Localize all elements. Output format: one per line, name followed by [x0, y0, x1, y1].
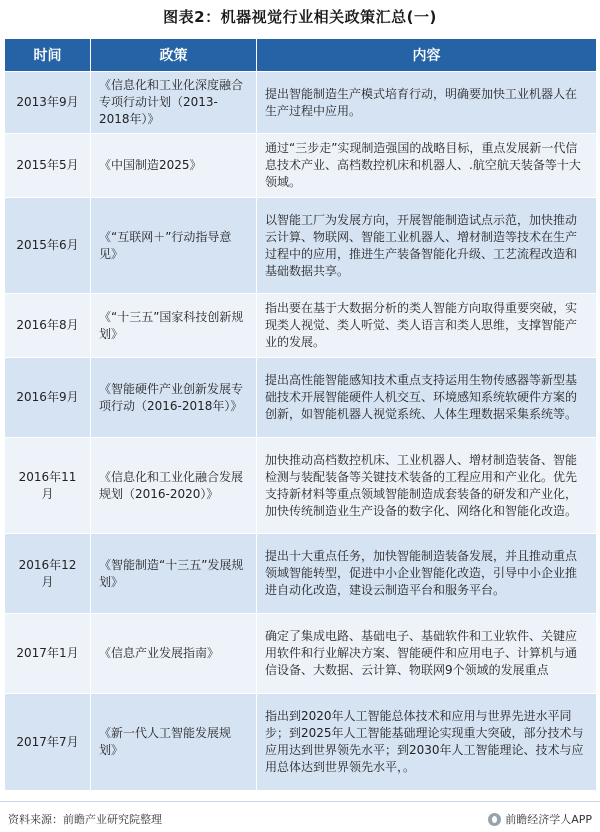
- header-policy: 政策: [91, 39, 257, 72]
- footer: [0, 801, 600, 832]
- cell-policy: 《智能制造“十三五”发展规划》: [91, 534, 257, 614]
- header-time: 时间: [5, 39, 91, 72]
- source-note: 资料来源：前瞻产业研究院整理: [8, 813, 162, 826]
- cell-content: 提出智能制造生产模式培育行动，明确要加快工业机器人在生产过程中应用。: [257, 72, 597, 134]
- page-title: 图表2：机器视觉行业相关政策汇总(一): [163, 8, 437, 26]
- table-row: [5, 614, 597, 694]
- cell-time: 2016年11月: [5, 438, 91, 534]
- cell-content: 提出高性能智能感知技术重点支持运用生物传感器等新型基础技术开展智能硬件人机交互、环境感知系统软硬件方案的创新，如智能机器人视觉系统、人体生理数据采集系统等。: [257, 358, 597, 438]
- cell-policy: 《信息化和工业化融合发展规划（2016-2020）》: [91, 438, 257, 534]
- brand-label: 前瞻经济学人APP: [505, 813, 592, 826]
- brand-logo-icon: [488, 813, 501, 826]
- policy-table: [4, 38, 597, 791]
- cell-time: 2013年9月: [5, 72, 91, 134]
- table-row: [5, 134, 597, 198]
- cell-time: 2017年1月: [5, 614, 91, 694]
- cell-policy: 《信息化和工业化深度融合专项行动计划（2013-2018年）》: [91, 72, 257, 134]
- cell-content: 加快推动高档数控机床、工业机器人、增材制造装备、智能检测与装配装备等关键技术装备的工程应用和产业化。优先支持新材料等重点领域智能制造成套装备的研发和产业化，加快传统制造业生产设备的数字化、网络化和智能化改造。: [257, 438, 597, 534]
- cell-policy: 《智能硬件产业创新发展专项行动（2016-2018年）》: [91, 358, 257, 438]
- table-row: [5, 358, 597, 438]
- cell-policy: 《“十三五”国家科技创新规划》: [91, 294, 257, 358]
- cell-time: 2017年7月: [5, 694, 91, 791]
- cell-content: 提出十大重点任务，加快智能制造装备发展，并且推动重点领域智能转型，促进中小企业智能化改造，引导中小企业推进自动化改造，建设云制造平台和服务平台。: [257, 534, 597, 614]
- cell-policy: 《新一代人工智能发展规划》: [91, 694, 257, 791]
- table-header-row: [5, 39, 597, 72]
- table-row: [5, 294, 597, 358]
- cell-time: 2015年6月: [5, 198, 91, 294]
- cell-time: 2015年5月: [5, 134, 91, 198]
- cell-content: 通过“三步走”实现制造强国的战略目标，重点发展新一代信息技术产业、高档数控机床和机器人、.航空航天装备等十大领域。: [257, 134, 597, 198]
- table-row: [5, 438, 597, 534]
- brand: [488, 811, 592, 827]
- cell-policy: 《信息产业发展指南》: [91, 614, 257, 694]
- cell-content: 指出到2020年人工智能总体技术和应用与世界先进水平同步；到2025年人工智能基础理论实现重大突破，部分技术与应用达到世界领先水平；到2030年人工智能理论、技术与应用总体达到世界领先水平，。: [257, 694, 597, 791]
- cell-content: 指出要在基于大数据分析的类人智能方向取得重要突破，实现类人视觉、类人听觉、类人语言和类人思维，支撑智能产业的发展。: [257, 294, 597, 358]
- cell-policy: 《中国制造2025》: [91, 134, 257, 198]
- header-content: 内容: [257, 39, 597, 72]
- table-row: [5, 198, 597, 294]
- cell-policy: 《“互联网＋”行动指导意见》: [91, 198, 257, 294]
- cell-content: 以智能工厂为发展方向，开展智能制造试点示范，加快推动云计算、物联网、智能工业机器人、增材制造等技术在生产过程中的应用，推进生产装备智能化升级、工艺流程改造和基础数据共享。: [257, 198, 597, 294]
- cell-time: 2016年12月: [5, 534, 91, 614]
- table-row: [5, 72, 597, 134]
- cell-time: 2016年9月: [5, 358, 91, 438]
- cell-content: 确定了集成电路、基础电子、基础软件和工业软件、关键应用软件和行业解决方案、智能硬件和应用电子、计算机与通信设备、大数据、云计算、物联网9个领域的发展重点: [257, 614, 597, 694]
- cell-time: 2016年8月: [5, 294, 91, 358]
- table-row: [5, 694, 597, 791]
- table-row: [5, 534, 597, 614]
